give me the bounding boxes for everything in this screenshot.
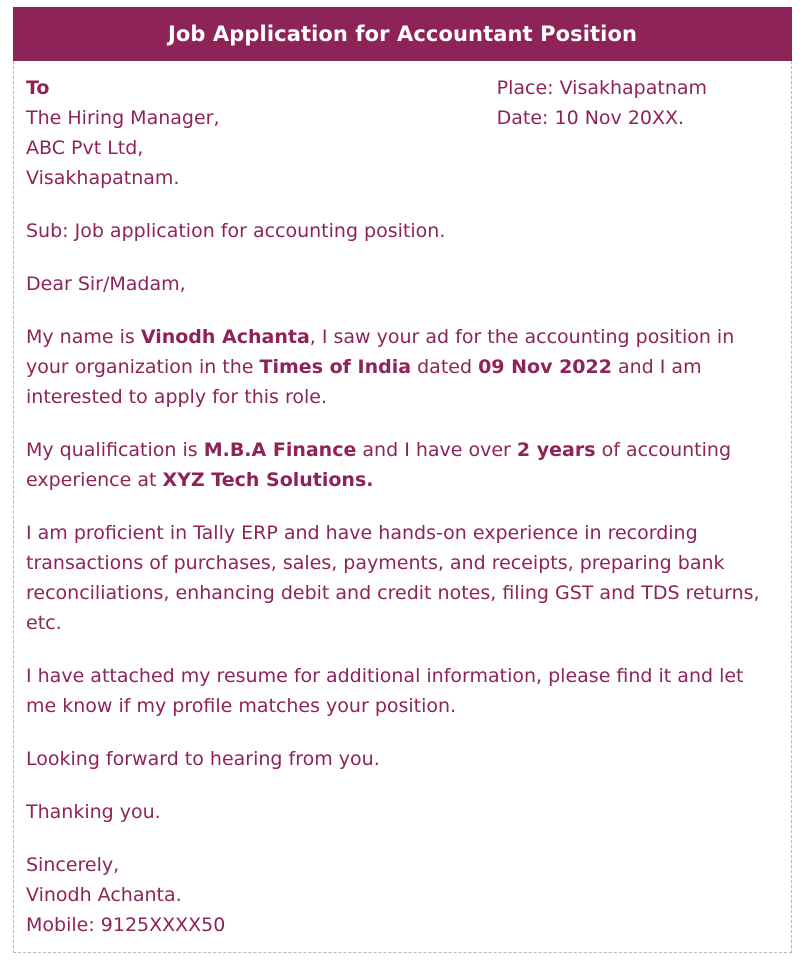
company-name: XYZ Tech Solutions. xyxy=(162,469,374,491)
paragraph-introduction: My name is Vinodh Achanta, I saw your ad for the accounting position in your organization in the Times of India dated 09 Nov 2022 and I am interested to apply for this role. xyxy=(26,326,735,408)
letter-header xyxy=(13,7,792,61)
paragraph-thanks: Thanking you. xyxy=(26,801,161,823)
place-date-block xyxy=(497,73,779,193)
paragraph-resume: I have attached my resume for additional information, please find it and let me know if my profile matches your position. xyxy=(26,665,744,717)
letter-body xyxy=(13,61,792,953)
recipient-line-3: Visakhapatnam. xyxy=(26,167,180,189)
letter-card xyxy=(13,7,792,953)
place-text: Place: Visakhapatnam xyxy=(496,77,708,99)
signature-name: Vinodh Achanta. xyxy=(26,884,182,906)
address-block xyxy=(26,73,779,193)
mobile-number: Mobile: 9125XXXX50 xyxy=(26,914,226,936)
signature-block xyxy=(26,850,779,940)
degree: M.B.A Finance xyxy=(203,439,357,461)
paragraph-qualification: My qualification is M.B.A Finance and I have over 2 years of accounting experience at XYZ Tech Solutions. xyxy=(26,439,731,491)
ad-date: 09 Nov 2022 xyxy=(478,356,612,378)
newspaper-name: Times of India xyxy=(259,356,412,378)
recipient-line-2: ABC Pvt Ltd, xyxy=(26,137,144,159)
to-label: To xyxy=(26,77,50,99)
paragraph-skills: I am proficient in Tally ERP and have hands-on experience in recording transactions of purchases, sales, payments, and receipts, preparing bank reconciliations, enhancing debit and credit notes, filing GST and TDS returns, etc. xyxy=(26,522,760,634)
letter-title: Job Application for Accountant Position xyxy=(167,22,638,46)
closing-text: Sincerely, xyxy=(26,854,120,876)
recipient-line-1: The Hiring Manager, xyxy=(26,107,220,129)
paragraph-closing: Looking forward to hearing from you. xyxy=(26,748,380,770)
subject-line: Sub: Job application for accounting position. xyxy=(26,220,446,242)
recipient-address xyxy=(26,73,497,193)
salutation: Dear Sir/Madam, xyxy=(26,273,186,295)
date-text: Date: 10 Nov 20XX. xyxy=(496,107,685,129)
experience-years: 2 years xyxy=(516,439,596,461)
applicant-name: Vinodh Achanta xyxy=(140,326,310,348)
